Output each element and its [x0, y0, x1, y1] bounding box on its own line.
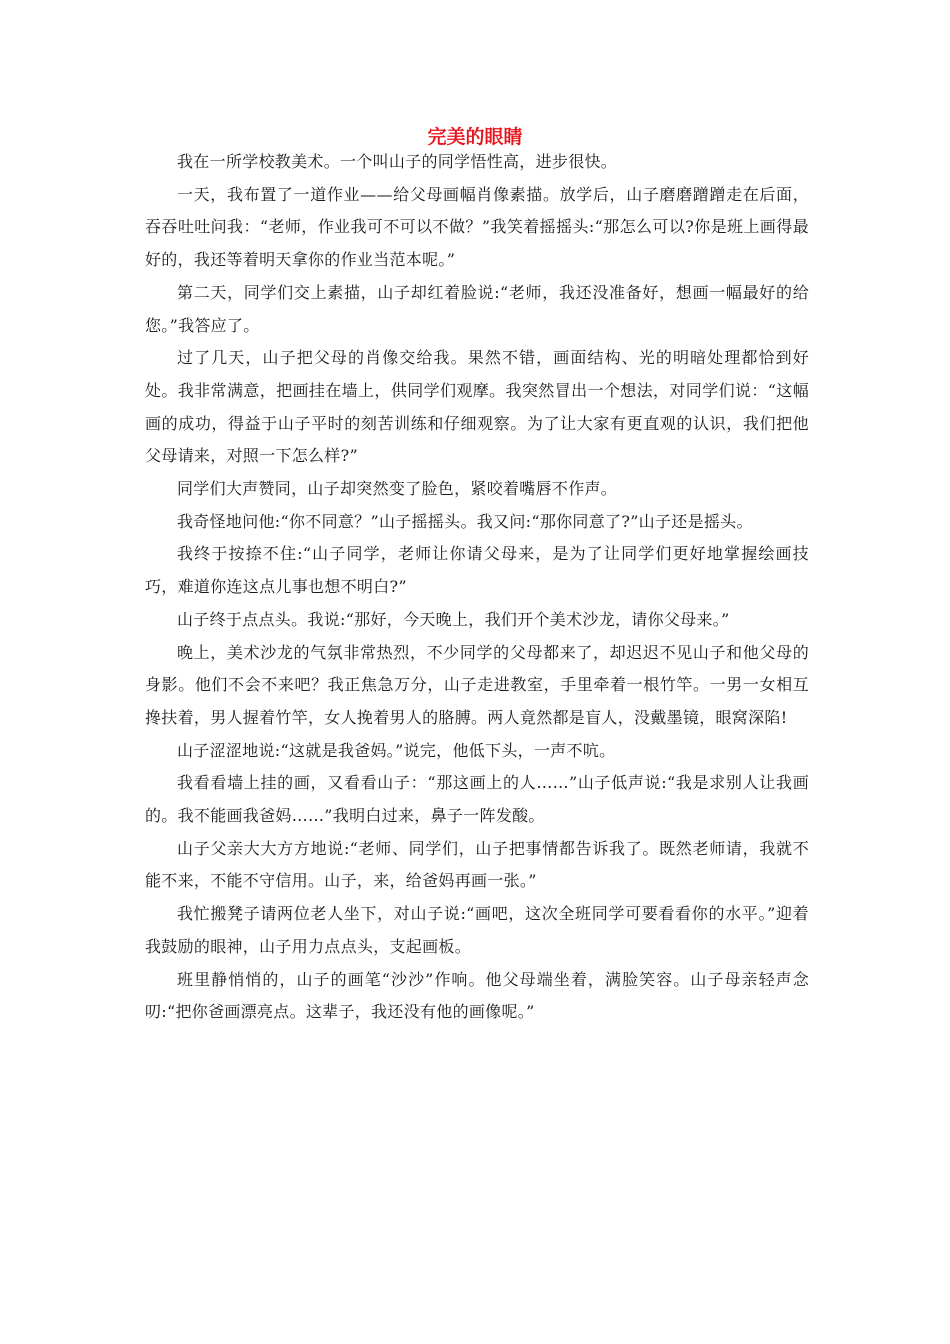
paragraph: 我奇怪地问他:“你不同意？”山子摇摇头。我又问:“那你同意了?”山子还是摇头。 [177, 511, 753, 531]
paragraph: 我看看墙上挂的画，又看看山子：“那这画上的人……”山子低声说:“我是求别人让我画的。我不能画我爸妈……”我明白过来，鼻子一阵发酸。 [145, 773, 809, 826]
paragraph: 我在一所学校教美术。一个叫山子的同学悟性高，进步很快。 [177, 152, 618, 171]
paragraph: 晚上，美术沙龙的气氛非常热烈，不少同学的父母都来了，却迟迟不见山子和他父母的身影。他们不会不来吧？我正焦急万分，山子走进教室，手里牵着一根竹竿。一男一女相互搀扶着，男人握着竹竿，女人挽着男人的胳膊。两人竟然都是盲人，没戴墨镜，眼窝深陷! [145, 642, 809, 727]
document-title: 完美的眼睛 [427, 126, 523, 148]
paragraph: 第二天，同学们交上素描，山子却红着脸说:“老师，我还没准备好，想画一幅最好的给您。”我答应了。 [145, 282, 809, 335]
paragraph: 我忙搬凳子请两位老人坐下，对山子说:“画吧，这次全班同学可要看看你的水平。”迎着我鼓励的眼神，山子用力点点头，支起画板。 [145, 904, 809, 956]
paragraph: 山子终于点点头。我说:“那好，今天晚上，我们开个美术沙龙，请你父母来。” [177, 609, 730, 629]
paragraph: 同学们大声赞同，山子却突然变了脸色，紧咬着嘴唇不作声。 [177, 479, 618, 499]
paragraph: 我终于按捺不住:“山子同学，老师让你请父母来，是为了让同学们更好地掌握绘画技巧，难道你连这点儿事也想不明白?” [145, 544, 809, 597]
paragraph: 山子父亲大大方方地说:“老师、同学们，山子把事情都告诉我了。既然老师请，我就不能不来，不能不守信用。山子，来，给爸妈再画一张。” [145, 838, 809, 891]
paragraph: 山子涩涩地说:“这就是我爸妈。”说完，他低下头，一声不吭。 [177, 740, 616, 760]
paragraph: 一天，我布置了一道作业——给父母画幅肖像素描。放学后，山子磨磨蹭蹭走在后面，吞吞吐吐问我：“老师，作业我可不可以不做？”我笑着摇摇头:“那怎么可以?你是班上画得最好的，我还等着明天拿你的作业当范本呢。” [145, 184, 809, 270]
document-body [145, 146, 809, 1029]
paragraph: 班里静悄悄的，山子的画笔“沙沙”作响。他父母端坐着，满脸笑容。山子母亲轻声念叨:“把你爸画漂亮点。这辈子，我还没有他的画像呢。” [145, 969, 809, 1022]
paragraph: 过了几天，山子把父母的肖像交给我。果然不错，画面结构、光的明暗处理都恰到好处。我非常满意，把画挂在墙上，供同学们观摩。我突然冒出一个想法，对同学们说：“这幅画的成功，得益于山子平时的刻苦训练和仔细观察。为了让大家有更直观的认识，我们把他父母请来，对照一下怎么样?” [145, 348, 809, 466]
